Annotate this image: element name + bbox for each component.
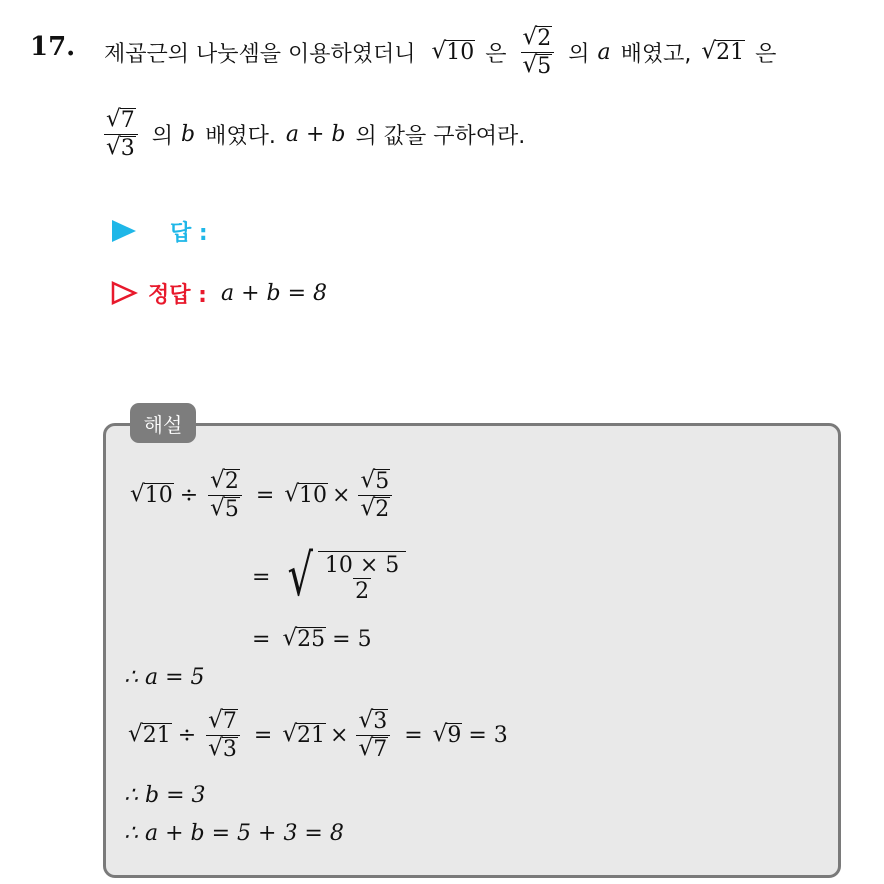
variable-a: a [597, 39, 611, 65]
problem-text: 은 [485, 41, 507, 67]
sqrt-21: √ 21 [701, 37, 745, 65]
problem-line-2 [104, 104, 525, 164]
fraction-sqrt7-over-sqrt3: √ 7 √ 3 [104, 108, 138, 159]
problem-line-1 [104, 22, 776, 82]
solution-line-2: = √ $\frac{10 \times 5}{2}$ [252, 544, 406, 610]
play-filled-icon [110, 218, 138, 244]
answer-label: 답 : [170, 220, 208, 246]
problem-text: 의 [568, 41, 590, 67]
correct-answer-value: a + b = 8 [220, 280, 328, 306]
solution-line-6: ∴ b = 3 [124, 782, 206, 808]
problem-text: 은 [755, 41, 777, 67]
problem-text: 의 [151, 123, 173, 149]
problem-text: 배였고, [620, 41, 692, 67]
solution-tag: 해설 [130, 403, 196, 443]
solution-line-1: √ 10 ÷ √ 2 √ 5 = √ 10 × √ 5 √ 2 [130, 462, 396, 528]
variable-b: b [180, 121, 196, 147]
problem-text: 의 값을 구하여라. [355, 123, 526, 149]
answer-row [110, 214, 208, 248]
problem-text: 배였다. [205, 123, 276, 149]
play-outline-icon [110, 280, 138, 306]
solution-line-3: = √ 25 = 5 [252, 624, 372, 652]
solution-line-5: √ 21 ÷ √ 7 √ 3 = √ 21 × √ 3 √ 7 = √ 9 = 3 [128, 707, 508, 762]
solution-line-4: ∴ a = 5 [124, 664, 205, 690]
correct-answer-row [110, 276, 327, 310]
fraction-sqrt2-over-sqrt5: √ 2 √ 5 [521, 26, 555, 77]
problem-text: 제곱근의 나눗셈을 이용하였더니 [104, 41, 416, 67]
expression-a-plus-b: a + b [285, 121, 346, 147]
solution-line-7: ∴ a + b = 5 + 3 = 8 [124, 820, 344, 846]
problem-number: 17. [30, 32, 76, 62]
sqrt-10: √ 10 [431, 37, 475, 65]
correct-answer-label: 정답 : [148, 282, 207, 308]
